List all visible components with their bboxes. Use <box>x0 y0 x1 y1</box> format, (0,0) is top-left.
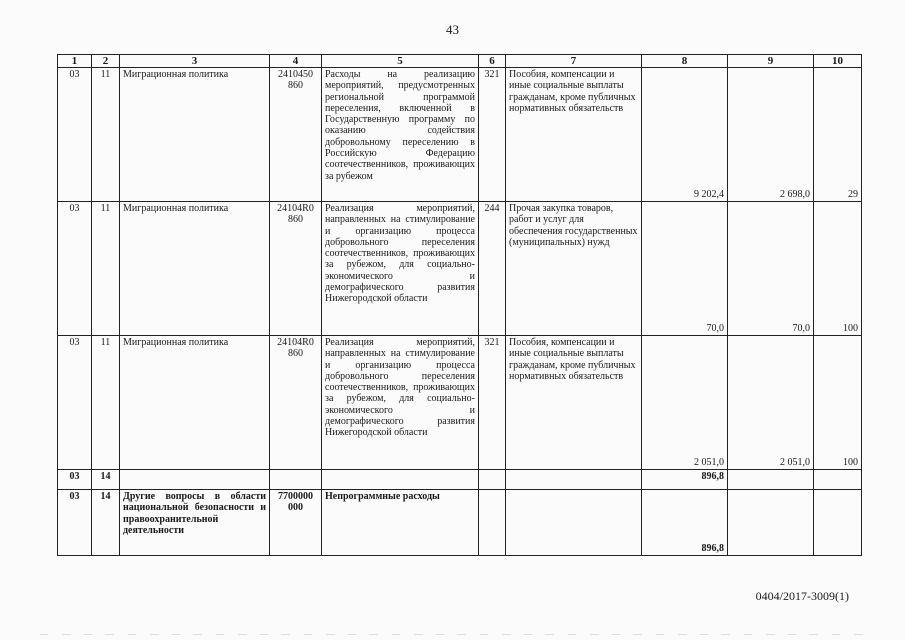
cell-col8: 896,8 <box>642 490 728 556</box>
cell-col9: 2 051,0 <box>728 336 814 470</box>
cell-expense-name: Пособия, компенсации и иные социальные выплаты гражданам, кроме публичных нормативных обязательств <box>506 68 642 202</box>
cell-col8: 70,0 <box>642 202 728 336</box>
cell-col8: 2 051,0 <box>642 336 728 470</box>
header-cell-3: 3 <box>120 55 270 68</box>
table-row <box>58 68 862 202</box>
table-row <box>58 490 862 556</box>
cell-description: Реализация мероприятий, направленных на стимулирование и организацию процесса добровольного переселения соотечественников, проживающих за рубежом, для социально-экономического и демографического развития Нижегородской области <box>322 336 479 470</box>
cell-name: Миграционная политика <box>120 202 270 336</box>
cell-col8: 9 202,4 <box>642 68 728 202</box>
cell-col9 <box>728 470 814 490</box>
document-code: 0404/2017-3009(1) <box>755 589 849 603</box>
header-cell-4: 4 <box>270 55 322 68</box>
scan-edge-artifact <box>40 634 875 635</box>
cell-subsection: 11 <box>92 202 120 336</box>
cell-description: Непрограммные расходы <box>322 490 479 556</box>
cell-subsection: 11 <box>92 336 120 470</box>
cell-name: Миграционная политика <box>120 336 270 470</box>
cell-section: 03 <box>58 68 92 202</box>
cell-section: 03 <box>58 336 92 470</box>
cell-expense-type <box>479 490 506 556</box>
header-cell-8: 8 <box>642 55 728 68</box>
header-cell-7: 7 <box>506 55 642 68</box>
cell-name <box>120 470 270 490</box>
cell-expense-type <box>479 470 506 490</box>
cell-col10: 100 <box>814 202 862 336</box>
cell-subsection: 11 <box>92 68 120 202</box>
cell-col10 <box>814 490 862 556</box>
cell-col9: 2 698,0 <box>728 68 814 202</box>
cell-description: Реализация мероприятий, направленных на стимулирование и организацию процесса добровольного переселения соотечественников, проживающих за рубежом, для социально-экономического и демографического развития Нижегородской области <box>322 202 479 336</box>
cell-expense-name <box>506 470 642 490</box>
header-cell-10: 10 <box>814 55 862 68</box>
cell-subsection: 14 <box>92 490 120 556</box>
cell-section: 03 <box>58 490 92 556</box>
cell-expense-type: 244 <box>479 202 506 336</box>
cell-col10 <box>814 470 862 490</box>
cell-col8: 896,8 <box>642 470 728 490</box>
header-cell-5: 5 <box>322 55 479 68</box>
cell-expense-name: Пособия, компенсации и иные социальные выплаты гражданам, кроме публичных нормативных обязательств <box>506 336 642 470</box>
cell-subsection: 14 <box>92 470 120 490</box>
cell-name: Другие вопросы в области национальной безопасности и правоохранительной деятельности <box>120 490 270 556</box>
cell-expense-name: Прочая закупка товаров, работ и услуг для обеспечения государственных (муниципальных) нужд <box>506 202 642 336</box>
budget-table <box>57 54 862 556</box>
cell-target-code <box>270 470 322 490</box>
cell-col10: 29 <box>814 68 862 202</box>
table-row <box>58 202 862 336</box>
cell-section: 03 <box>58 470 92 490</box>
cell-target-code: 2410450 860 <box>270 68 322 202</box>
cell-expense-type: 321 <box>479 336 506 470</box>
cell-target-code: 24104R0 860 <box>270 202 322 336</box>
cell-target-code: 7700000 000 <box>270 490 322 556</box>
cell-col9 <box>728 490 814 556</box>
cell-name: Миграционная политика <box>120 68 270 202</box>
cell-col10: 100 <box>814 336 862 470</box>
header-cell-9: 9 <box>728 55 814 68</box>
cell-section: 03 <box>58 202 92 336</box>
table-row-subtotal <box>58 470 862 490</box>
header-row <box>58 55 862 68</box>
cell-target-code: 24104R0 860 <box>270 336 322 470</box>
cell-expense-name <box>506 490 642 556</box>
header-cell-6: 6 <box>479 55 506 68</box>
page-number: 43 <box>446 22 459 37</box>
header-cell-2: 2 <box>92 55 120 68</box>
table-row <box>58 336 862 470</box>
cell-description: Расходы на реализацию мероприятий, предусмотренных региональной программой переселения, включенной в Государственную программу по оказанию содействия добровольному переселению в Российскую Федерацию соотечественников, проживающих за рубежом <box>322 68 479 202</box>
cell-description <box>322 470 479 490</box>
cell-col9: 70,0 <box>728 202 814 336</box>
cell-expense-type: 321 <box>479 68 506 202</box>
header-cell-1: 1 <box>58 55 92 68</box>
